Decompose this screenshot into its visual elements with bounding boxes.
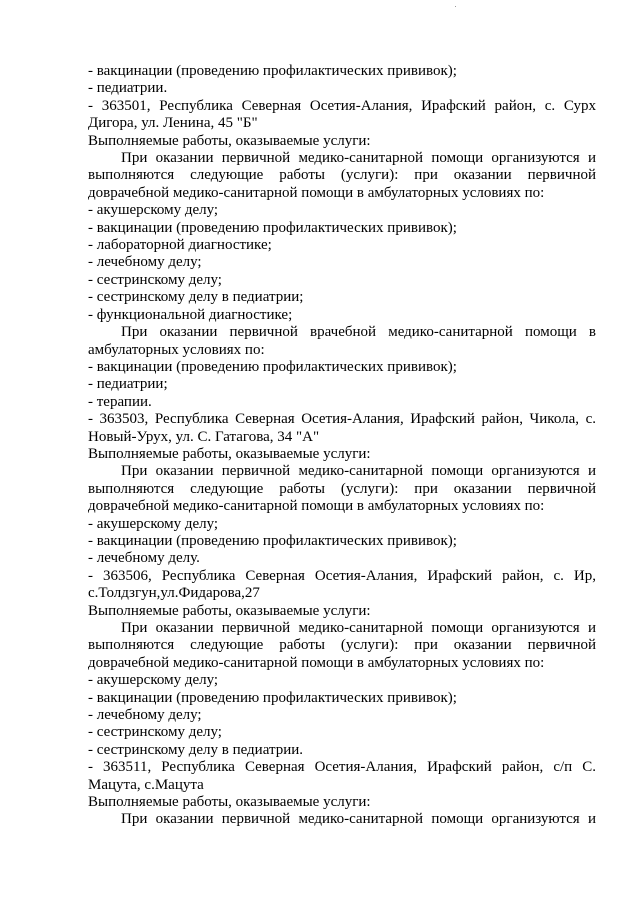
paragraph-line: доврачебной медико-санитарной помощи в амбулаторных условиях по: [88, 498, 545, 515]
paragraph-line: При оказании первичной медико-санитарной помощи организуются и [121, 463, 596, 480]
paragraph-line: доврачебной медико-санитарной помощи в амбулаторных условиях по: [88, 654, 545, 671]
list-item: - лечебному делу; [88, 254, 202, 271]
scan-speck [455, 6, 456, 7]
address-line: - 363511, Республика Северная Осетия-Алания, Ирафский район, с/п С. [88, 759, 596, 776]
list-item: - вакцинации (проведению профилактических прививок); [88, 358, 457, 375]
list-item: - лечебному делу; [88, 707, 202, 724]
address-line: Дигора, ул. Ленина, 45 "Б" [88, 115, 258, 132]
list-item: - акушерскому делу; [88, 672, 219, 689]
list-item: - вакцинации (проведению профилактических прививок); [88, 63, 457, 79]
list-item: - акушерскому делу; [88, 515, 219, 532]
paragraph-line: доврачебной медико-санитарной помощи в амбулаторных условиях по: [88, 184, 545, 201]
list-item: - сестринскому делу в педиатрии; [88, 289, 304, 306]
paragraph-line: выполняются следующие работы (услуги): при оказании первичной [88, 480, 596, 497]
paragraph-line: При оказании первичной медико-санитарной помощи организуются и [121, 620, 596, 636]
list-item: - лечебному делу. [88, 550, 200, 567]
paragraph-line: При оказании первичной врачебной медико-санитарной помощи в [121, 324, 596, 341]
list-item: - вакцинации (проведению профилактических прививок); [88, 532, 457, 549]
paragraph-line: При оказании первичной медико-санитарной помощи организуются и [121, 811, 596, 828]
section-heading: Выполняемые работы, оказываемые услуги: [88, 445, 371, 462]
list-item: - педиатрии. [88, 80, 168, 97]
list-item: - сестринскому делу в педиатрии. [88, 741, 304, 758]
list-item: - терапии. [88, 393, 152, 410]
list-item: - функциональной диагностике; [88, 306, 293, 323]
address-line: - 363503, Республика Северная Осетия-Алания, Ирафский район, Чикола, с. [88, 411, 596, 428]
address-line: Мацута, с.Мацута [88, 776, 204, 793]
list-item: - вакцинации (проведению профилактических прививок); [88, 689, 457, 706]
list-item: - акушерскому делу; [88, 202, 219, 219]
address-line: с.Толдзгун,ул.Фидарова,27 [88, 585, 260, 602]
paragraph-line: выполняются следующие работы (услуги): при оказании первичной [88, 637, 596, 654]
section-heading: Выполняемые работы, оказываемые услуги: [88, 602, 371, 619]
address-line: Новый-Урух, ул. С. Гатагова, 34 "А" [88, 428, 320, 445]
address-line: - 363506, Республика Северная Осетия-Алания, Ирафский район, с. Ир, [88, 567, 596, 584]
list-item: - вакцинации (проведению профилактических прививок); [88, 219, 457, 236]
paragraph-line: При оказании первичной медико-санитарной помощи организуются и [121, 150, 596, 167]
address-line: - 363501, Республика Северная Осетия-Алания, Ирафский район, с. Сурх [88, 97, 596, 114]
list-item: - сестринскому делу; [88, 724, 222, 741]
list-item: - сестринскому делу; [88, 271, 222, 288]
document-page [88, 63, 596, 829]
paragraph-line: выполняются следующие работы (услуги): при оказании первичной [88, 167, 596, 184]
list-item: - лабораторной диагностике; [88, 237, 272, 254]
list-item: - педиатрии; [88, 376, 168, 393]
section-heading: Выполняемые работы, оказываемые услуги: [88, 132, 371, 149]
paragraph-line: амбулаторных условиях по: [88, 341, 265, 358]
section-heading: Выполняемые работы, оказываемые услуги: [88, 794, 371, 811]
